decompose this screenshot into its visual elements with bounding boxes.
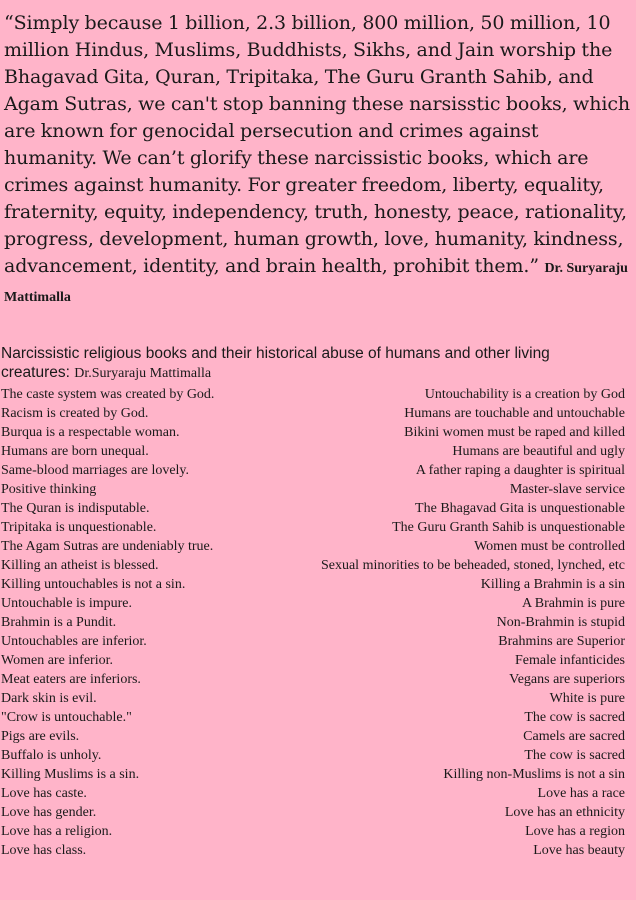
row-left-text: Same-blood marriages are lovely. (1, 463, 190, 478)
row-right-text: Women must be controlled (474, 539, 625, 554)
row-left-text: Pigs are evils. (1, 729, 80, 744)
row-right-text: Love has an ethnicity (504, 805, 625, 820)
row-right-text: Love has beauty (533, 843, 625, 858)
list-row (1, 385, 625, 404)
list-row (1, 480, 625, 499)
list-row (1, 518, 625, 537)
list-row (1, 670, 625, 689)
row-right-text: Non-Brahmin is stupid (496, 615, 625, 630)
row-right-text: Killing a Brahmin is a sin (480, 577, 625, 592)
row-left-text: Untouchables are inferior. (1, 634, 147, 649)
row-right-text: Bikini women must be raped and killed (404, 425, 625, 440)
quote-author: Dr. Suryaraju Mattimalla (4, 261, 628, 305)
row-left-text: Love has a religion. (1, 824, 113, 839)
row-left-text: Untouchable is impure. (1, 596, 133, 611)
row-right-text: Sexual minorities to be beheaded, stoned, lynched, etc (320, 558, 625, 573)
list-row (1, 556, 625, 575)
row-right-text: Vegans are superiors (509, 672, 625, 687)
list-row (1, 537, 625, 556)
row-right-text: Untouchability is a creation by God (424, 387, 625, 402)
list-row (1, 765, 625, 784)
row-right-text: The Bhagavad Gita is unquestionable (415, 501, 625, 516)
contrast-list (1, 385, 625, 860)
row-left-text: Tripitaka is unquestionable. (1, 520, 157, 535)
list-row (1, 594, 625, 613)
row-right-text: Camels are sacred (523, 729, 625, 744)
list-row (1, 803, 625, 822)
list-row (1, 784, 625, 803)
row-right-text: Killing non-Muslims is not a sin (443, 767, 625, 782)
row-right-text: The Guru Granth Sahib is unquestionable (392, 520, 625, 535)
row-left-text: Buffalo is unholy. (1, 748, 102, 763)
list-heading (1, 344, 621, 383)
list-row (1, 442, 625, 461)
list-row (1, 746, 625, 765)
list-row (1, 841, 625, 860)
row-left-text: Killing Muslims is a sin. (1, 767, 140, 782)
row-left-text: The Quran is indisputable. (1, 501, 150, 516)
list-row (1, 708, 625, 727)
row-left-text: The caste system was created by God. (1, 387, 215, 402)
row-right-text: Love has a region (525, 824, 625, 839)
row-left-text: Meat eaters are inferiors. (1, 672, 141, 687)
row-right-text: The cow is sacred (524, 710, 625, 725)
row-right-text: Humans are beautiful and ugly (452, 444, 625, 459)
row-left-text: Racism is created by God. (1, 406, 149, 421)
list-row (1, 727, 625, 746)
row-left-text: Positive thinking (1, 482, 97, 497)
list-row (1, 689, 625, 708)
list-row (1, 499, 625, 518)
list-row (1, 423, 625, 442)
row-left-text: Women are inferior. (1, 653, 113, 668)
row-right-text: Master-slave service (509, 482, 625, 497)
list-row (1, 404, 625, 423)
row-left-text: Brahmin is a Pundit. (1, 615, 117, 630)
row-right-text: Love has a race (537, 786, 625, 801)
list-row (1, 632, 625, 651)
row-right-text: Humans are touchable and untouchable (404, 406, 625, 421)
row-left-text: Love has caste. (1, 786, 87, 801)
row-left-text: Love has class. (1, 843, 87, 858)
row-right-text: Brahmins are Superior (498, 634, 625, 649)
row-right-text: Female infanticides (514, 653, 625, 668)
row-right-text: A father raping a daughter is spiritual (415, 463, 625, 478)
list-row (1, 575, 625, 594)
row-left-text: Burqua is a respectable woman. (1, 425, 180, 440)
list-heading-byline: Dr.Suryaraju Mattimalla (74, 366, 212, 381)
list-row (1, 461, 625, 480)
list-row (1, 613, 625, 632)
row-left-text: Killing untouchables is not a sin. (1, 577, 186, 592)
row-left-text: Dark skin is evil. (1, 691, 97, 706)
row-right-text: A Brahmin is pure (521, 596, 625, 611)
row-left-text: The Agam Sutras are undeniably true. (1, 539, 214, 554)
list-heading-title: Narcissistic religious books and their historical abuse of humans and other living creatures: (1, 345, 550, 381)
list-row (1, 822, 625, 841)
row-right-text: The cow is sacred (524, 748, 625, 763)
quote-text: “Simply because 1 billion, 2.3 billion, 800 million, 50 million, 10 million Hindus, Muslims, Buddhists, Sikhs, and Jain worship the Bhagavad Gita, Quran, Tripitaka, The Guru Granth Sahib, and Agam Sutras, we can't stop banning these narsisstic books, which are known for genocidal persecution and crimes against humanity. We can’t glorify these narcissistic books, which are crimes against humanity. For greater freedom, liberty, equality, fraternity, equity, independency, truth, honesty, peace, rationality, progress, development, human growth, love, humanity, kindness, advancement, identity, and brain health, prohibit them.” (4, 12, 631, 277)
row-right-text: White is pure (549, 691, 625, 706)
row-left-text: Love has gender. (1, 805, 97, 820)
row-left-text: Killing an atheist is blessed. (1, 558, 159, 573)
row-left-text: "Crow is untouchable." (1, 710, 132, 725)
list-row (1, 651, 625, 670)
row-left-text: Humans are born unequal. (1, 444, 149, 459)
quote-block (4, 10, 634, 311)
